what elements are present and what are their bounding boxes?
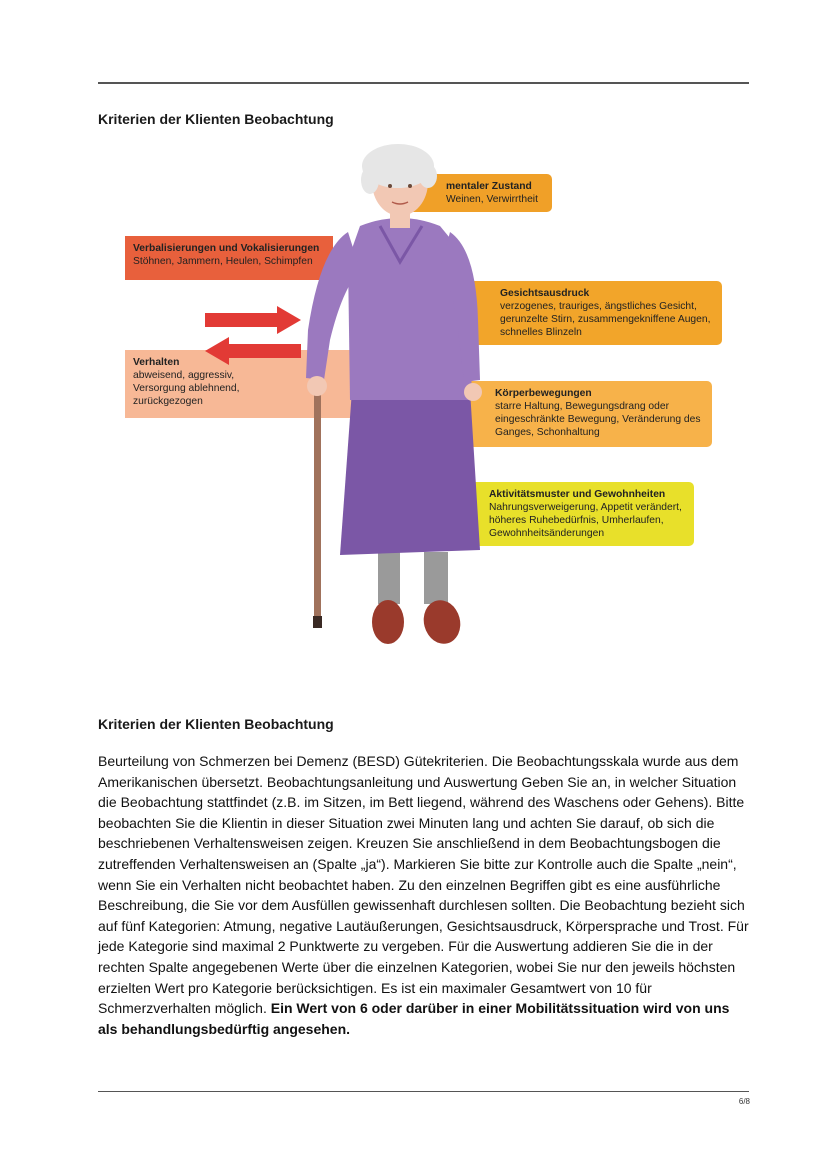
box-verbal-title: Verbalisierungen und Vokalisierungen — [133, 243, 320, 254]
box-body: Körperbewegungen starre Haltung, Bewegungsdrang oder eingeschränkte Bewegung, Veränderung des Ganges, Schonhaltung — [455, 381, 712, 447]
box-verbal: Verbalisierungen und Vokalisierungen Stöhnen, Jammern, Heulen, Schimpfen — [125, 236, 333, 280]
box-face-title: Gesichtsausdruck — [500, 288, 590, 299]
box-behavior: Verhalten abweisend, aggressiv, Versorgung ablehnend, zurückgezogen — [125, 350, 353, 418]
box-mental-title: mentaler Zustand — [446, 181, 532, 192]
heading-bottom: Kriterien der Klienten Beobachtung — [98, 716, 334, 732]
box-behavior-title: Verhalten — [133, 357, 180, 368]
page-number: 6/8 — [738, 1097, 750, 1106]
body-paragraph-bold: Ein Wert von 6 oder darüber in einer Mobilitätssituation wird von uns als behandlungsbedürftig angesehen. — [98, 1000, 730, 1037]
box-activity: Aktivitätsmuster und Gewohnheiten Nahrungsverweigerung, Appetit verändert, höheres Ruhebedürfnis, Umherlaufen, Gewohnheitsänderungen — [460, 482, 694, 546]
box-mental: mentaler Zustand Weinen, Verwirrtheit — [412, 174, 552, 212]
body-paragraph — [98, 751, 750, 1039]
box-body-title: Körperbewegungen — [495, 388, 592, 399]
elderly-woman-illustration — [290, 140, 510, 660]
arrow-left-icon — [205, 337, 301, 365]
body-paragraph-text: Beurteilung von Schmerzen bei Demenz (BESD) Gütekriterien. Die Beobachtungsskala wurde aus dem Amerikanischen übersetzt. Beobachtungsanleitung und Auswertung Geben Sie an, in welcher Situation die Beobachtung stattfindet (z.B. im Sitzen, im Bett liegend, während des Waschens oder Gehens). Bitte beobachten Sie die Klientin in dieser Situation zwei Minuten lang und achten Sie darauf, ob sich die beschriebenen Verhaltensweisen zeigen. Kreuzen Sie anschließend in dem Beobachtungsbogen die zutreffenden Verhaltensweisen an (Spalte „ja“). Markieren Sie bitte zur Kontrolle auch die Spalte „nein“, wenn Sie ein Verhalten nicht beobachtet haben. Zu den einzelnen Begriffen gibt es eine ausführliche Beschreibung, die Sie vor dem Ausfüllen gewissenhaft durchlesen sollten. Die Beobachtung bezieht sich auf fünf Kategorien: Atmung, negative Lautäußerungen, Gesichtsausdruck, Körpersprache und Trost. Für jede Kategorie sind maximal 2 Punktwerte zu vergeben. Für die Auswertung addieren Sie die in der rechten Spalte angegebenen Werte über die einzelnen Kategorien, wobei Sie nur den jeweils höchsten erzielten Wert pro Kategorie berücksichtigen. Es ist ein maximaler Gesamtwert von 10 für Schmerzverhalten möglich. — [98, 753, 749, 1017]
arrow-right-icon — [205, 306, 301, 334]
footer-rule — [98, 1091, 749, 1092]
box-activity-title: Aktivitätsmuster und Gewohnheiten — [489, 489, 666, 500]
box-face: Gesichtsausdruck verzogenes, trauriges, ängstliches Gesicht, gerunzelte Stirn, zusammengekniffene Augen, schnelles Blinzeln — [452, 281, 722, 345]
heading-top: Kriterien der Klienten Beobachtung — [98, 111, 334, 127]
